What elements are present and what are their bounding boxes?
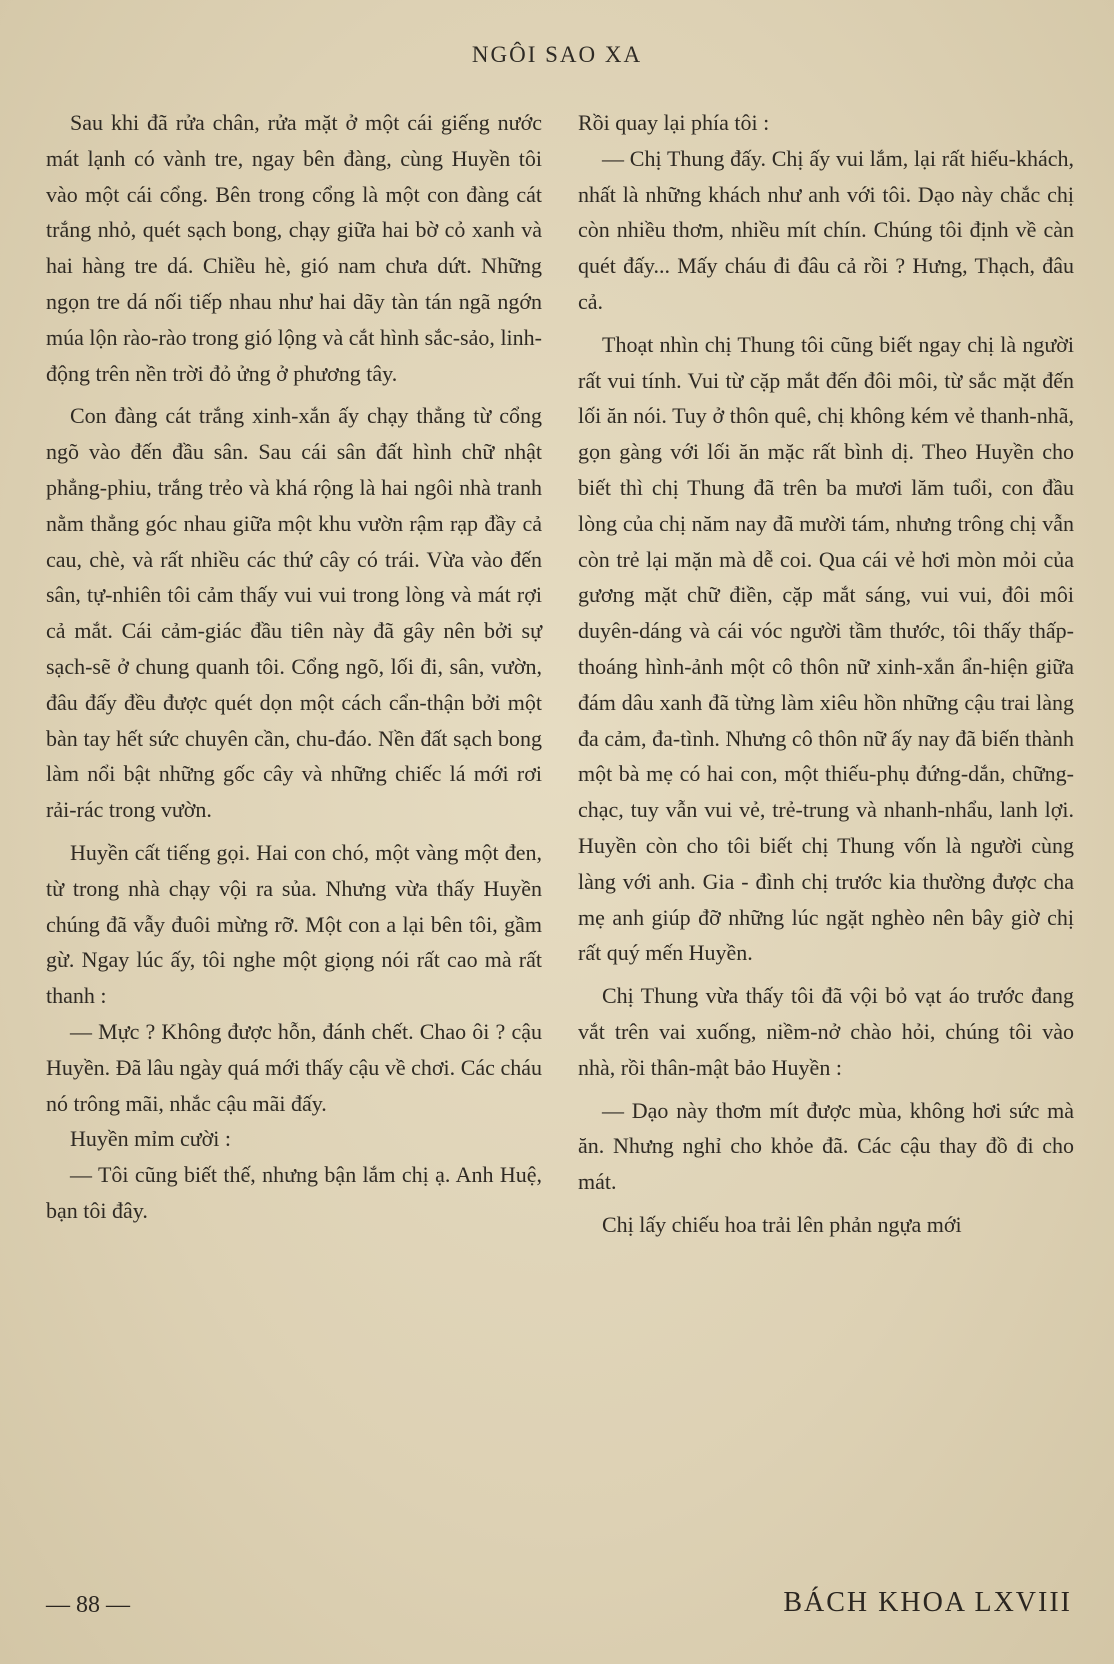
dialogue-paragraph: — Mực ? Không được hỗn, đánh chết. Chao ôi ? cậu Huyền. Đã lâu ngày quá mới thấy cậu về chơi. Các cháu nó trông mãi, nhắc cậu mãi đấy. (46, 1018, 542, 1116)
dialogue-paragraph: — Tôi cũng biết thế, nhưng bận lắm chị ạ. Anh Huệ, bạn tôi đây. (46, 1162, 542, 1223)
paragraph: Chị Thung vừa thấy tôi đã vội bỏ vạt áo trước đang vắt trên vai xuống, niềm-nở chào hỏi, chúng tôi vào nhà, rồi thân-mật bảo Huyền : (578, 983, 1074, 1080)
paragraph: Sau khi đã rửa chân, rửa mặt ở một cái giếng nước mát lạnh có vành tre, ngay bên đàng, cùng Huyền tôi vào một cái cổng. Bên trong cổng là một con đàng cát trắng nhỏ, quét sạch bong, chạy giữa hai bờ cỏ xanh và hai hàng tre dá. Chiều hè, gió nam chưa dứt. Những ngọn tre dá nối tiếp nhau như hai dãy tàn tán ngã ngớn múa lộn rào-rào trong gió lộng và cắt hình sắc-sảo, linh-động trên nền trời đỏ ửng ở phương tây. (46, 110, 542, 386)
dialogue-paragraph: — Chị Thung đấy. Chị ấy vui lắm, lại rất hiếu-khách, nhất là những khách như anh với tôi. Dạo này chắc chị còn nhiều thơm, nhiều mít chín. Chúng tôi định về càn quét đấy... Mấy cháu đi đâu cả rồi ? Hưng, Thạch, đâu cả. (578, 145, 1074, 314)
paragraph: Con đàng cát trắng xinh-xắn ấy chạy thẳng từ cổng ngõ vào đến đầu sân. Sau cái sân đất hình chữ nhật phẳng-phiu, trắng trẻo và khá rộng là hai ngôi nhà tranh nằm thẳng góc nhau giữa một khu vườn rậm rạp đầy cả cau, chè, và rất nhiều các thứ cây có trái. Vừa vào đến sân, tự-nhiên tôi cảm thấy vui vui trong lòng và mát rợi cả mắt. Cái cảm-giác đầu tiên này đã gây nên bởi sự sạch-sẽ ở chung quanh tôi. Cổng ngõ, lối đi, sân, vườn, đâu đấy đều được quét dọn một cách cẩn-thận bởi một bàn tay hết sức chuyên cần, chu-đáo. Nền đất sạch bong làm nổi bật những gốc cây và những chiếc lá mới rơi rải-rác trong vườn. (46, 403, 542, 823)
magazine-issue: BÁCH KHOA LXVIII (783, 1587, 1072, 1618)
dialogue-paragraph: — Dạo này thơm mít được mùa, không hơi sức mà ăn. Nhưng nghỉ cho khỏe đã. Các cậu thay đồ đi cho mát. (578, 1097, 1074, 1195)
paragraph: Rồi quay lại phía tôi : (578, 110, 770, 135)
left-column (46, 105, 542, 1229)
paragraph: Thoạt nhìn chị Thung tôi cũng biết ngay chị là người rất vui tính. Vui từ cặp mắt đến đôi môi, từ sắc mặt đến lối ăn nói. Tuy ở thôn quê, chị không kém vẻ thanh-nhã, gọn gàng với lối ăn mặc rất bình dị. Theo Huyền cho biết thì chị Thung đã trên ba mươi lăm tuổi, con đầu lòng của chị năm nay đã mười tám, nhưng trông chị vẫn còn trẻ lại mặn mà dễ coi. Qua cái vẻ hơi mòn mỏi của gương mặt chữ điền, cặp mắt sáng, vui vui, đôi môi duyên-dáng và cái vóc người tầm thước, tôi thấy thấp-thoáng hình-ảnh một cô thôn nữ xinh-xắn ẩn-hiện giữa đám dâu xanh đã từng làm xiêu hồn những cậu trai làng đa cảm, đa-tình. Nhưng cô thôn nữ ấy nay đã biến thành một bà mẹ có hai con, một thiếu-phụ đứng-dắn, chững-chạc, tuy vẫn vui vẻ, trẻ-trung và nhanh-nhẩu, lanh lợi. Huyền còn cho tôi biết chị Thung vốn là người cùng làng với anh. Gia - đình chị trước kia thường được cha mẹ anh giúp đỡ những lúc ngặt nghèo nên bây giờ chị rất quý mến Huyền. (578, 331, 1074, 966)
paragraph: Huyền cất tiếng gọi. Hai con chó, một vàng một đen, từ trong nhà chạy vội ra sủa. Nhưng vừa thấy Huyền chúng đã vẫy đuôi mừng rỡ. Một con a lại bên tôi, gầm gừ. Ngay lúc ấy, tôi nghe một giọng nói rất cao mà rất thanh : (46, 839, 542, 1009)
paragraph: Huyền mỉm cười : (70, 1126, 232, 1152)
page-number: — 88 — (46, 1592, 130, 1618)
right-column (578, 105, 1074, 1243)
running-head-title: NGÔI SAO XA (471, 42, 643, 67)
paragraph: Chị lấy chiếu hoa trải lên phản ngựa mới (602, 1211, 962, 1237)
